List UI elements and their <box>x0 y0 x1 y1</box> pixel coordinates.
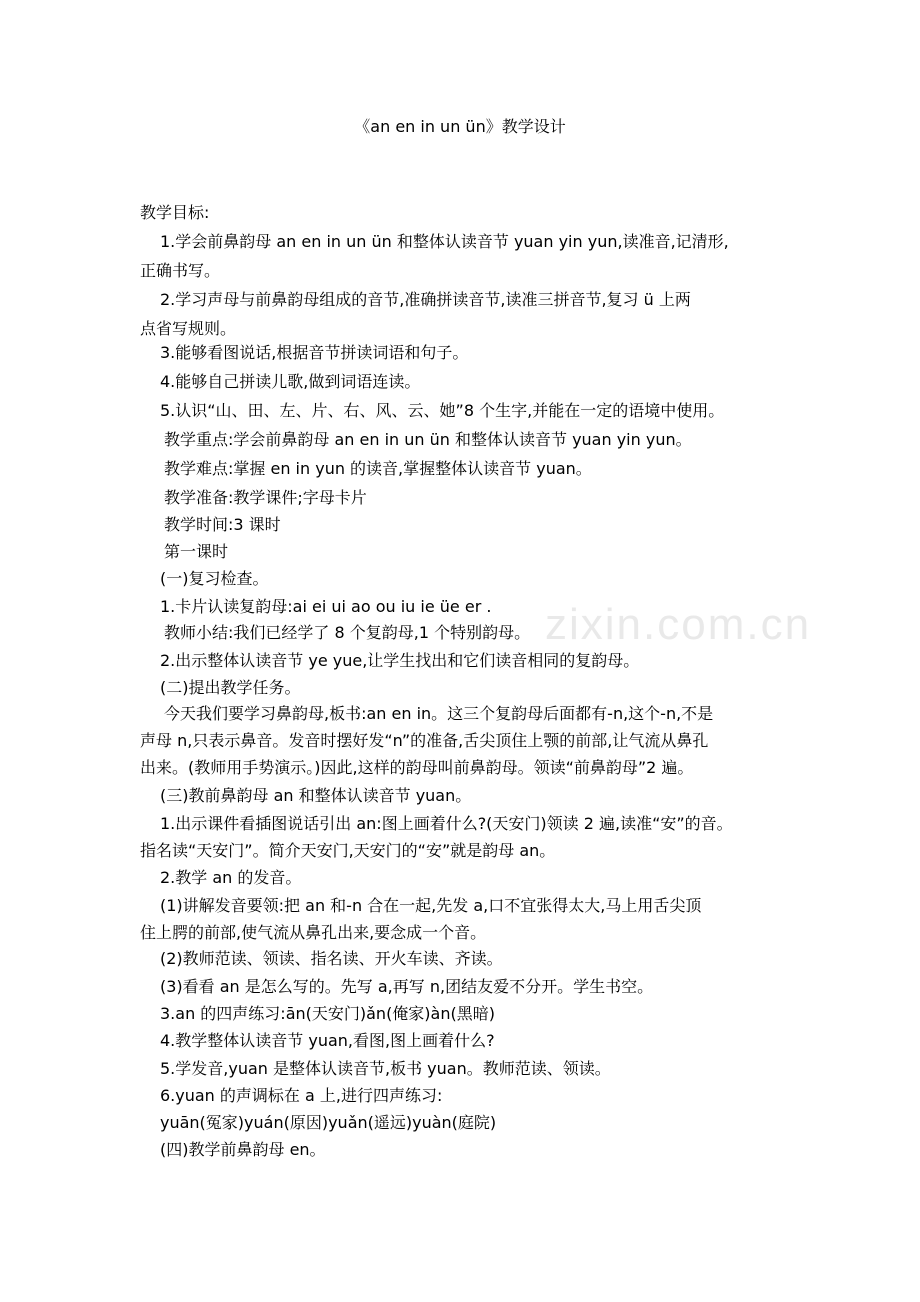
paragraph-line: 教师小结:我们已经学了 8 个复韵母,1 个特别韵母。 <box>164 623 531 642</box>
paragraph-line: 3.能够看图说话,根据音节拼读词语和句子。 <box>160 343 469 362</box>
paragraph-line: 2.教学 an 的发音。 <box>160 868 302 887</box>
paragraph-line: (三)教前鼻韵母 an 和整体认读音节 yuan。 <box>160 786 472 805</box>
paragraph-line: 2.出示整体认读音节 ye yue,让学生找出和它们读音相同的复韵母。 <box>160 651 640 670</box>
paragraph-line: 1.卡片认读复韵母:ai ei ui ao ou iu ie üe er . <box>160 597 492 616</box>
paragraph-line: 5.学发音,yuan 是整体认读音节,板书 yuan。教师范读、领读。 <box>160 1059 611 1078</box>
paragraph-line: 5.认识“山、田、左、片、右、风、云、她”8 个生字,并能在一定的语境中使用。 <box>160 401 725 420</box>
paragraph-line: (一)复习检查。 <box>160 569 269 588</box>
paragraph-line: 出来。(教师用手势演示。)因此,这样的韵母叫前鼻韵母。领读“前鼻韵母”2 遍。 <box>140 758 694 777</box>
paragraph-line: 今天我们要学习鼻韵母,板书:an en in。这三个复韵母后面都有-n,这个-n,不是 <box>164 704 714 723</box>
paragraph-line: 教学准备:教学课件;字母卡片 <box>164 488 367 507</box>
paragraph-line: 2.学习声母与前鼻韵母组成的音节,准确拼读音节,读准三拼音节,复习 ü 上两 <box>160 290 691 309</box>
page-title: 《an en in un ün》教学设计 <box>354 117 566 136</box>
paragraph-line: yuān(冤家)yuán(原因)yuǎn(遥远)yuàn(庭院) <box>160 1113 497 1132</box>
paragraph-line: 4.能够自己拼读儿歌,做到词语连读。 <box>160 372 421 391</box>
lesson-heading: 第一课时 <box>164 542 229 561</box>
paragraph-line: (四)教学前鼻韵母 en。 <box>160 1140 326 1159</box>
paragraph-line: (1)讲解发音要领:把 an 和-n 合在一起,先发 a,口不宜张得太大,马上用舌尖顶 <box>160 896 702 915</box>
paragraph-line: 指名读“天安门”。简介天安门,天安门的“安”就是韵母 an。 <box>140 841 556 860</box>
paragraph-line: 3.an 的四声练习:ān(天安门)ǎn(俺家)àn(黑暗) <box>160 1004 495 1023</box>
paragraph-line: 正确书写。 <box>140 261 221 280</box>
paragraph-line: 教学重点:学会前鼻韵母 an en in un ün 和整体认读音节 yuan yin yun。 <box>164 430 692 449</box>
paragraph-line: 1.学会前鼻韵母 an en in un ün 和整体认读音节 yuan yin yun,读准音,记清形, <box>160 232 729 251</box>
paragraph-line: 声母 n,只表示鼻音。发音时摆好发“n”的准备,舌尖顶住上颚的前部,让气流从鼻孔 <box>140 731 709 750</box>
paragraph-line: 教学难点:掌握 en in yun 的读音,掌握整体认读音节 yuan。 <box>164 459 592 478</box>
paragraph-line: 1.出示课件看插图说话引出 an:图上画着什么?(天安门)领读 2 遍,读准“安”的音。 <box>160 814 733 833</box>
paragraph-line: (3)看看 an 是怎么写的。先写 a,再写 n,团结友爱不分开。学生书空。 <box>160 977 654 996</box>
paragraph-line: 住上腭的前部,使气流从鼻孔出来,要念成一个音。 <box>140 923 487 942</box>
paragraph-line: 6.yuan 的声调标在 a 上,进行四声练习: <box>160 1086 443 1105</box>
paragraph-line: (二)提出教学任务。 <box>160 678 301 697</box>
paragraph-line: (2)教师范读、领读、指名读、开火车读、齐读。 <box>160 949 503 968</box>
section-heading: 教学目标: <box>140 203 210 222</box>
paragraph-line: 4.教学整体认读音节 yuan,看图,图上画着什么? <box>160 1031 495 1050</box>
watermark: zixin.com.cn <box>545 600 812 649</box>
paragraph-line: 点省写规则。 <box>140 319 237 338</box>
paragraph-line: 教学时间:3 课时 <box>164 515 281 534</box>
